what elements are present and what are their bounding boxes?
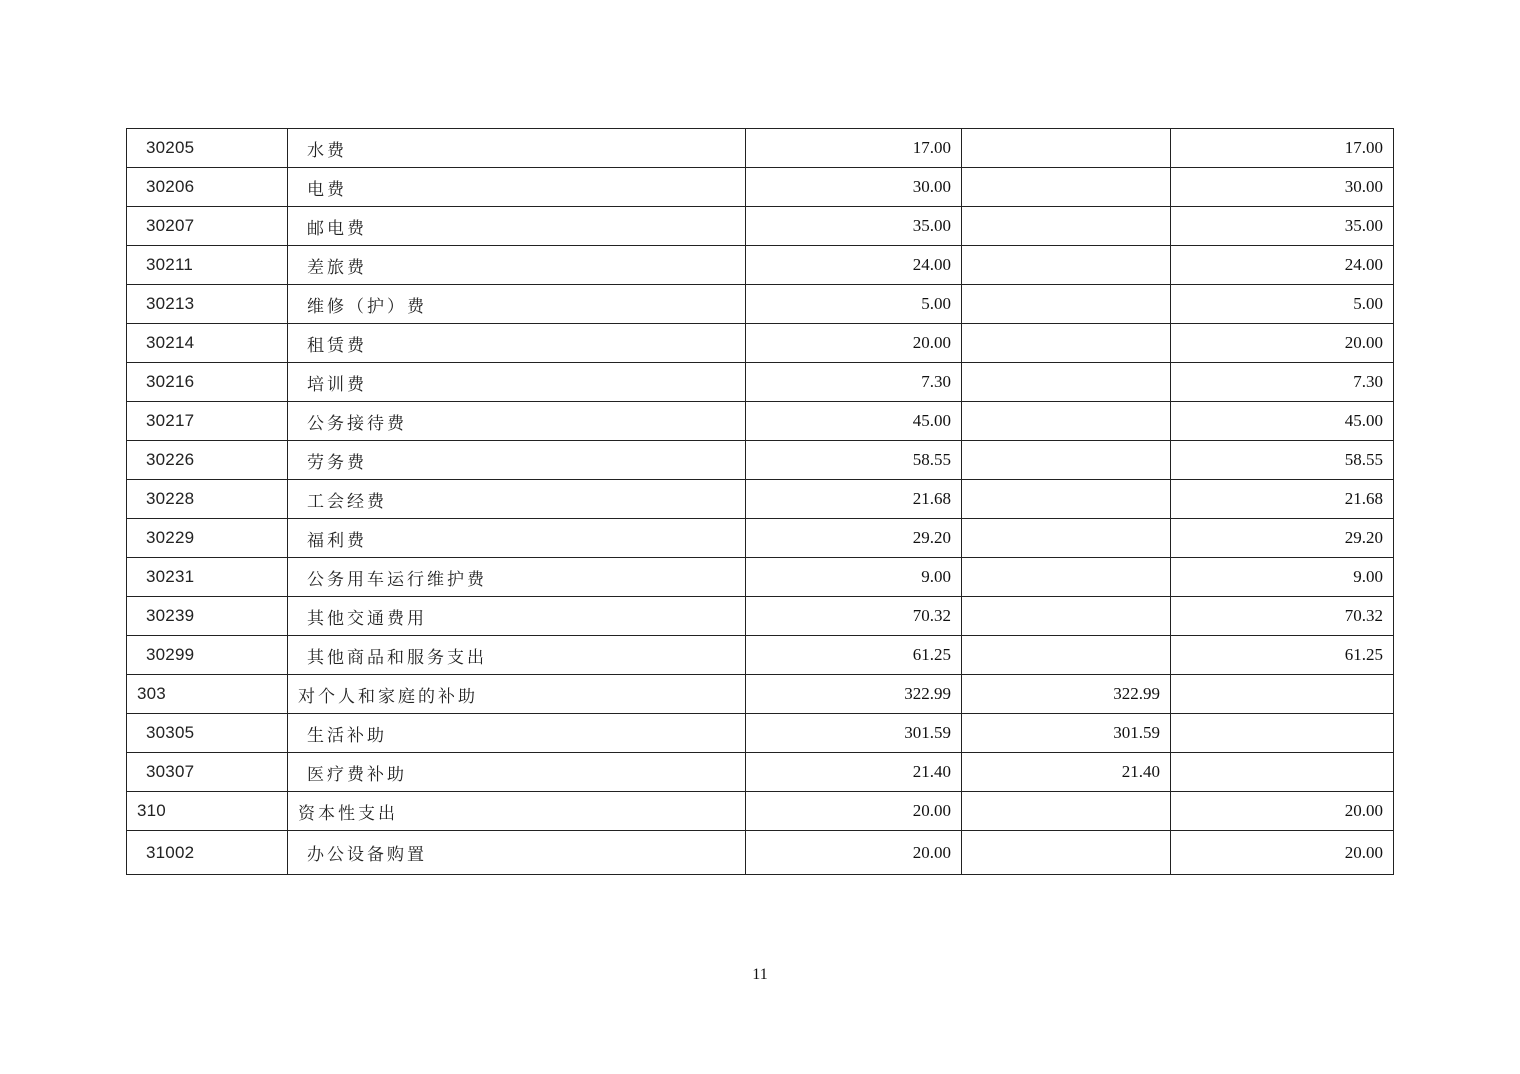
- table-row: [127, 324, 1394, 363]
- account-name-cell: 工会经费: [288, 480, 746, 519]
- total-amount-cell: 29.20: [746, 519, 962, 558]
- account-code-cell: 30229: [127, 519, 288, 558]
- table-row: [127, 168, 1394, 207]
- account-name-cell: 生活补助: [288, 714, 746, 753]
- account-code-cell: 30228: [127, 480, 288, 519]
- project-expenditure-cell: 58.55: [1171, 441, 1394, 480]
- project-expenditure-cell: 20.00: [1171, 792, 1394, 831]
- total-amount-cell: 5.00: [746, 285, 962, 324]
- total-amount-cell: 30.00: [746, 168, 962, 207]
- account-code-cell: 30216: [127, 363, 288, 402]
- total-amount-cell: 20.00: [746, 324, 962, 363]
- basic-expenditure-cell: [962, 402, 1171, 441]
- basic-expenditure-cell: [962, 792, 1171, 831]
- account-code-cell: 30231: [127, 558, 288, 597]
- table-row: [127, 519, 1394, 558]
- project-expenditure-cell: 35.00: [1171, 207, 1394, 246]
- project-expenditure-cell: 24.00: [1171, 246, 1394, 285]
- project-expenditure-cell: [1171, 714, 1394, 753]
- account-name-cell: 邮电费: [288, 207, 746, 246]
- basic-expenditure-cell: [962, 324, 1171, 363]
- account-name-cell: 租赁费: [288, 324, 746, 363]
- basic-expenditure-cell: [962, 207, 1171, 246]
- basic-expenditure-cell: [962, 246, 1171, 285]
- account-name-cell: 维修（护）费: [288, 285, 746, 324]
- basic-expenditure-cell: 21.40: [962, 753, 1171, 792]
- account-name-cell: 劳务费: [288, 441, 746, 480]
- project-expenditure-cell: 45.00: [1171, 402, 1394, 441]
- project-expenditure-cell: [1171, 753, 1394, 792]
- basic-expenditure-cell: [962, 168, 1171, 207]
- account-name-cell: 公务接待费: [288, 402, 746, 441]
- project-expenditure-cell: 70.32: [1171, 597, 1394, 636]
- project-expenditure-cell: 29.20: [1171, 519, 1394, 558]
- project-expenditure-cell: 7.30: [1171, 363, 1394, 402]
- basic-expenditure-cell: [962, 129, 1171, 168]
- project-expenditure-cell: 61.25: [1171, 636, 1394, 675]
- account-name-cell: 水费: [288, 129, 746, 168]
- account-name-cell: 福利费: [288, 519, 746, 558]
- project-expenditure-cell: [1171, 675, 1394, 714]
- account-code-cell: 30305: [127, 714, 288, 753]
- account-name-cell: 其他商品和服务支出: [288, 636, 746, 675]
- basic-expenditure-cell: 301.59: [962, 714, 1171, 753]
- total-amount-cell: 45.00: [746, 402, 962, 441]
- account-code-cell: 30213: [127, 285, 288, 324]
- table-row: [127, 363, 1394, 402]
- table-row: [127, 480, 1394, 519]
- account-code-cell: 30226: [127, 441, 288, 480]
- table-row: [127, 441, 1394, 480]
- total-amount-cell: 20.00: [746, 831, 962, 875]
- basic-expenditure-cell: [962, 636, 1171, 675]
- basic-expenditure-cell: [962, 831, 1171, 875]
- account-name-cell: 对个人和家庭的补助: [288, 675, 746, 714]
- basic-expenditure-cell: [962, 558, 1171, 597]
- account-name-cell: 资本性支出: [288, 792, 746, 831]
- table-row: [127, 129, 1394, 168]
- account-code-cell: 30299: [127, 636, 288, 675]
- table-row: [127, 675, 1394, 714]
- project-expenditure-cell: 9.00: [1171, 558, 1394, 597]
- table-row: [127, 753, 1394, 792]
- total-amount-cell: 9.00: [746, 558, 962, 597]
- table-row: [127, 207, 1394, 246]
- table-row: [127, 597, 1394, 636]
- basic-expenditure-cell: [962, 441, 1171, 480]
- account-name-cell: 公务用车运行维护费: [288, 558, 746, 597]
- basic-expenditure-cell: 322.99: [962, 675, 1171, 714]
- table-row: [127, 792, 1394, 831]
- total-amount-cell: 17.00: [746, 129, 962, 168]
- account-name-cell: 培训费: [288, 363, 746, 402]
- basic-expenditure-cell: [962, 480, 1171, 519]
- total-amount-cell: 21.68: [746, 480, 962, 519]
- account-name-cell: 电费: [288, 168, 746, 207]
- total-amount-cell: 35.00: [746, 207, 962, 246]
- total-amount-cell: 20.00: [746, 792, 962, 831]
- project-expenditure-cell: 20.00: [1171, 324, 1394, 363]
- project-expenditure-cell: 17.00: [1171, 129, 1394, 168]
- account-code-cell: 30217: [127, 402, 288, 441]
- project-expenditure-cell: 21.68: [1171, 480, 1394, 519]
- table-row: [127, 714, 1394, 753]
- account-code-cell: 31002: [127, 831, 288, 875]
- total-amount-cell: 70.32: [746, 597, 962, 636]
- table-body: [127, 129, 1394, 875]
- account-name-cell: 办公设备购置: [288, 831, 746, 875]
- basic-expenditure-cell: [962, 285, 1171, 324]
- project-expenditure-cell: 20.00: [1171, 831, 1394, 875]
- expenditure-table: [126, 128, 1394, 875]
- total-amount-cell: 301.59: [746, 714, 962, 753]
- account-code-cell: 310: [127, 792, 288, 831]
- account-name-cell: 其他交通费用: [288, 597, 746, 636]
- table-row: [127, 636, 1394, 675]
- table-row: [127, 558, 1394, 597]
- total-amount-cell: 24.00: [746, 246, 962, 285]
- total-amount-cell: 322.99: [746, 675, 962, 714]
- account-code-cell: 30239: [127, 597, 288, 636]
- total-amount-cell: 58.55: [746, 441, 962, 480]
- account-code-cell: 30214: [127, 324, 288, 363]
- account-code-cell: 30211: [127, 246, 288, 285]
- account-code-cell: 30205: [127, 129, 288, 168]
- account-name-cell: 差旅费: [288, 246, 746, 285]
- account-code-cell: 303: [127, 675, 288, 714]
- project-expenditure-cell: 5.00: [1171, 285, 1394, 324]
- page-number: 11: [752, 966, 768, 983]
- basic-expenditure-cell: [962, 597, 1171, 636]
- basic-expenditure-cell: [962, 519, 1171, 558]
- account-code-cell: 30307: [127, 753, 288, 792]
- table-row: [127, 246, 1394, 285]
- total-amount-cell: 7.30: [746, 363, 962, 402]
- project-expenditure-cell: 30.00: [1171, 168, 1394, 207]
- account-name-cell: 医疗费补助: [288, 753, 746, 792]
- basic-expenditure-cell: [962, 363, 1171, 402]
- account-code-cell: 30207: [127, 207, 288, 246]
- account-code-cell: 30206: [127, 168, 288, 207]
- total-amount-cell: 21.40: [746, 753, 962, 792]
- table-row: [127, 285, 1394, 324]
- table-row: [127, 831, 1394, 875]
- total-amount-cell: 61.25: [746, 636, 962, 675]
- table-row: [127, 402, 1394, 441]
